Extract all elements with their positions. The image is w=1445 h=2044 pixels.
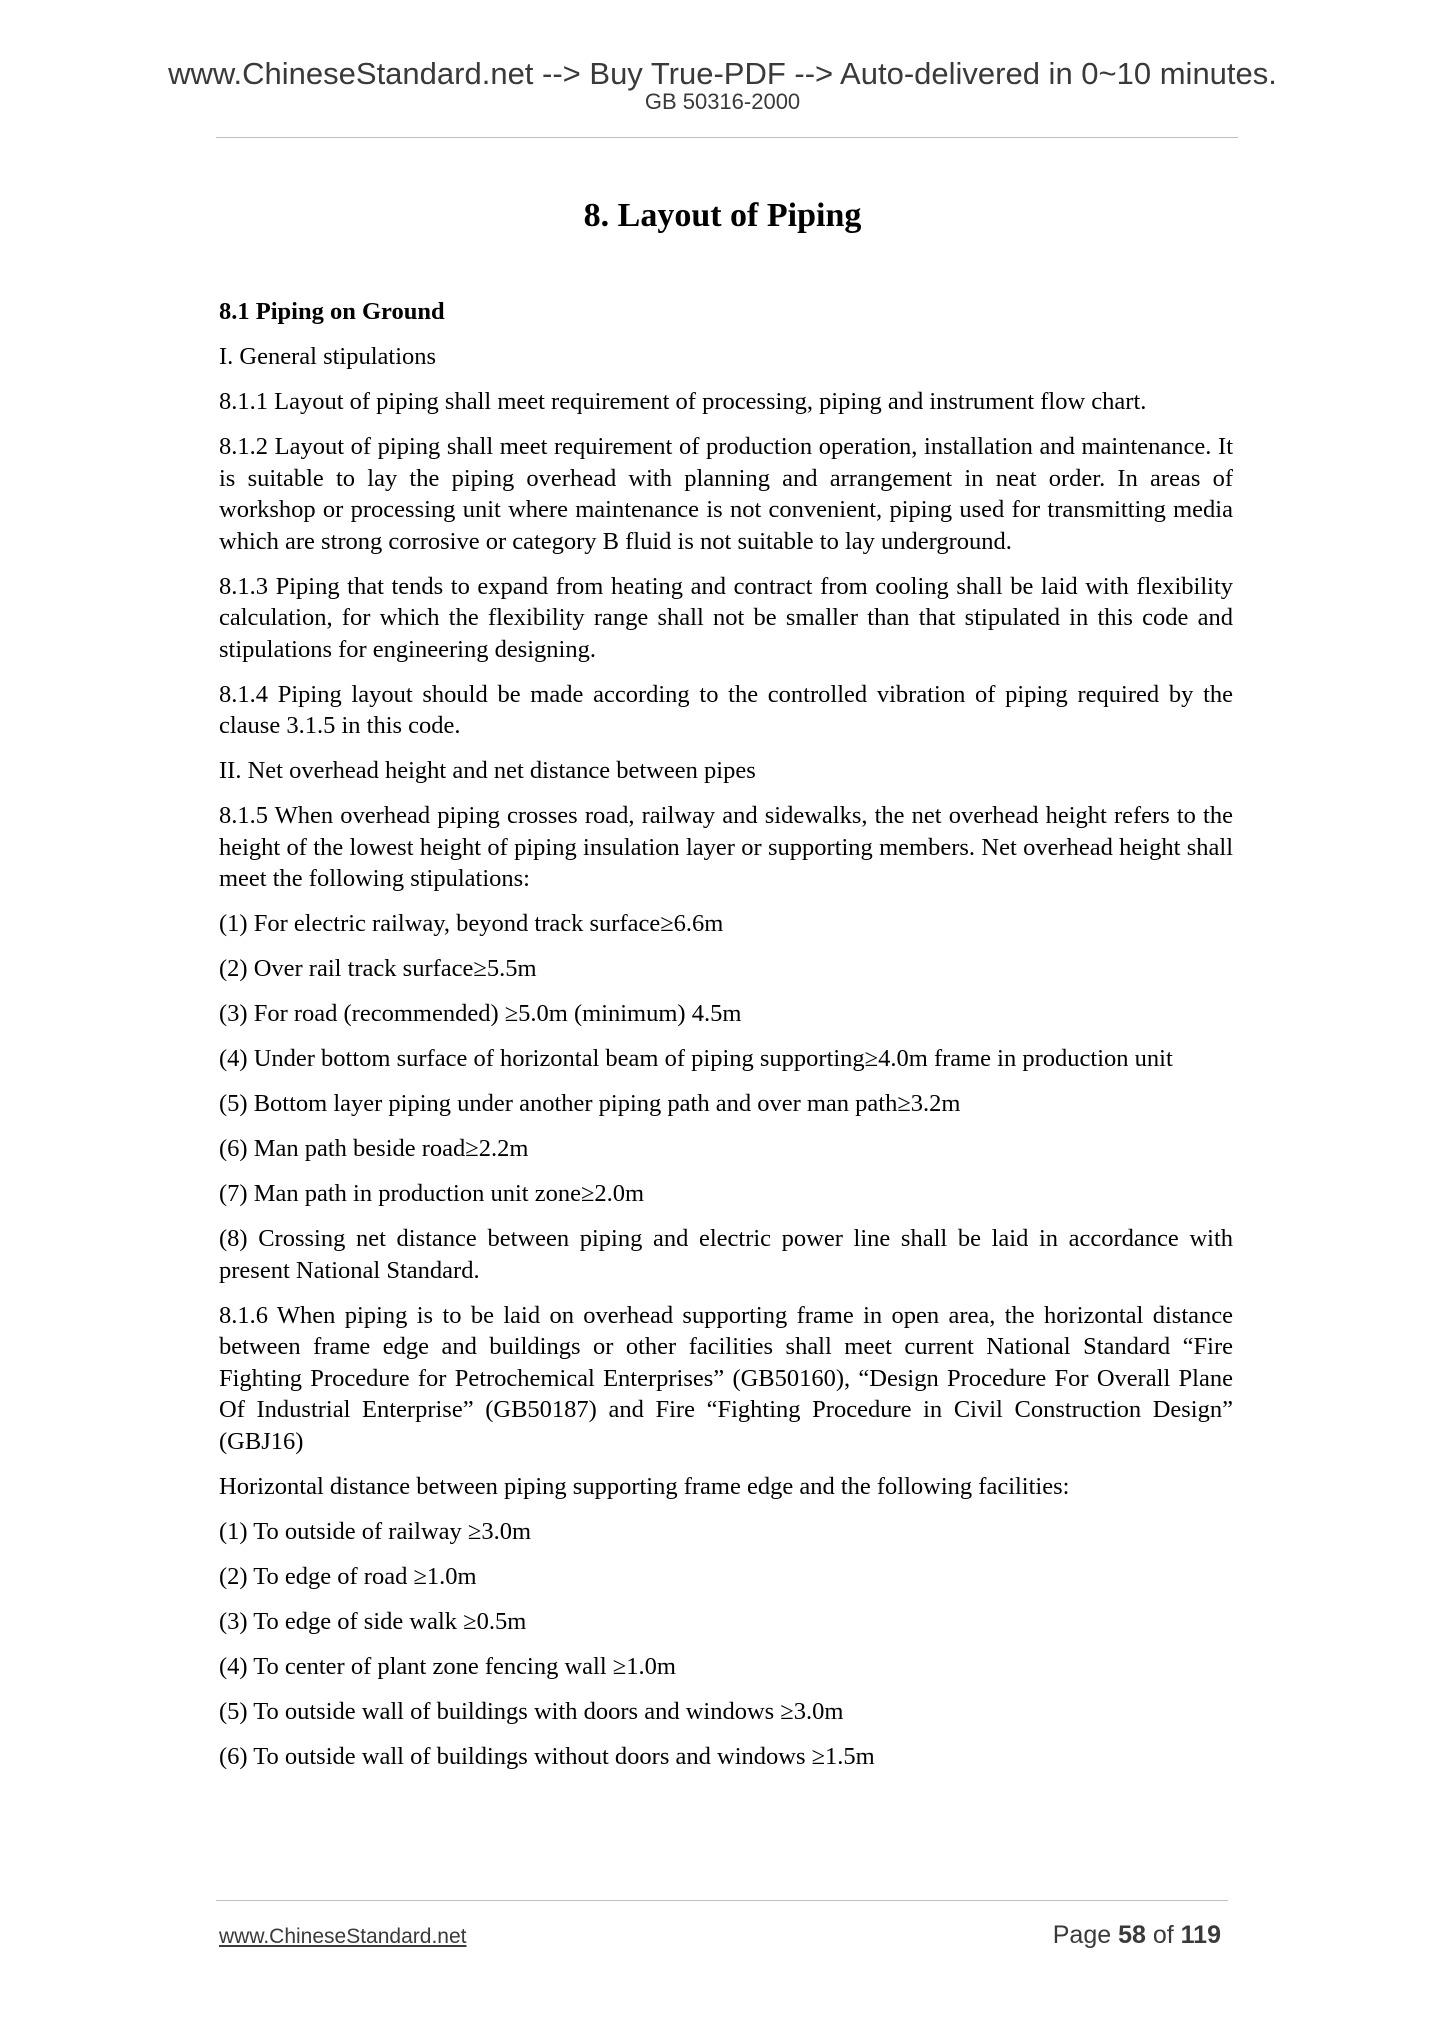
page-current: 58: [1118, 1921, 1146, 1949]
chapter-title: 8. Layout of Piping: [583, 197, 862, 234]
clause-8-1-2: 8.1.2 Layout of piping shall meet requirement of production operation, installation and maintenance. It is suitable to lay the piping overhead with planning and arrangement in neat order. In areas of workshop or processing unit where maintenance is not convenient, piping used for transmitting media which are strong corrosive or category B fluid is not suitable to lay underground.: [219, 433, 1233, 555]
page-label: Page: [1052, 1921, 1112, 1949]
clause-8-1-1: 8.1.1 Layout of piping shall meet requirement of processing, piping and instrument flow chart.: [219, 388, 1147, 415]
list-item: (6) To outside wall of buildings without doors and windows ≥1.5m: [219, 1742, 875, 1770]
list-item: (2) To edge of road ≥1.0m: [219, 1562, 477, 1590]
list-item: (4) To center of plant zone fencing wall ≥1.0m: [219, 1652, 676, 1680]
page-body: [219, 296, 1233, 1786]
page-number: [1053, 1920, 1221, 1950]
page-total: 119: [1180, 1921, 1221, 1949]
list-item: (3) To edge of side walk ≥0.5m: [219, 1607, 527, 1635]
list-item: (4) Under bottom surface of horizontal beam of piping supporting≥4.0m frame in production unit: [219, 1045, 1173, 1072]
list-item: (1) For electric railway, beyond track surface≥6.6m: [219, 910, 724, 937]
list-item: (2) Over rail track surface≥5.5m: [219, 955, 537, 982]
list-item: (5) To outside wall of buildings with doors and windows ≥3.0m: [219, 1697, 844, 1725]
clause-8-1-4: 8.1.4 Piping layout should be made according to the controlled vibration of piping required by the clause 3.1.5 in this code.: [219, 680, 1233, 739]
header-divider: [216, 137, 1238, 138]
header-banner[interactable]: www.ChineseStandard.net --> Buy True-PDF --> Auto-delivered in 0~10 minutes.: [168, 56, 1277, 91]
clause-8-1-3: 8.1.3 Piping that tends to expand from heating and contract from cooling shall be laid with flexibility calculation, for which the flexibility range shall not be smaller than that stipulated in this code and stipulations for engineering designing.: [219, 572, 1233, 663]
list-item: (1) To outside of railway ≥3.0m: [219, 1517, 532, 1545]
list-item: (8) Crossing net distance between piping and electric power line shall be laid in accordance with present National Standard.: [219, 1225, 1233, 1284]
list-item: (6) Man path beside road≥2.2m: [219, 1135, 529, 1162]
list-item: (5) Bottom layer piping under another piping path and over man path≥3.2m: [219, 1090, 961, 1117]
clause-8-1-6: 8.1.6 When piping is to be laid on overhead supporting frame in open area, the horizontal distance between frame edge and buildings or other facilities shall meet current National Standard “Fire Fighting Procedure for Petrochemical Enterprises” (GB50160), “Design Procedure For Overall Plane Of Industrial Enterprise” (GB50187) and Fire “Fighting Procedure in Civil Construction Design” (GBJ16): [219, 1301, 1233, 1455]
footer-website-link[interactable]: www.ChineseStandard.net: [219, 1925, 467, 1948]
list-item: (7) Man path in production unit zone≥2.0m: [219, 1180, 645, 1207]
subsection-heading: I. General stipulations: [219, 343, 437, 370]
clause-8-1-5: 8.1.5 When overhead piping crosses road, railway and sidewalks, the net overhead height refers to the height of the lowest height of piping insulation layer or supporting members. Net overhead height shall meet the following stipulations:: [219, 802, 1233, 892]
paragraph: Horizontal distance between piping supporting frame edge and the following facilities:: [219, 1472, 1070, 1500]
page-of-label: of: [1152, 1921, 1174, 1949]
section-heading: 8.1 Piping on Ground: [219, 298, 445, 325]
standard-code: GB 50316-2000: [644, 89, 801, 114]
list-item: (3) For road (recommended) ≥5.0m (minimum) 4.5m: [219, 1000, 742, 1027]
subsection-heading: II. Net overhead height and net distance between pipes: [219, 757, 756, 784]
footer-divider: [216, 1900, 1228, 1901]
